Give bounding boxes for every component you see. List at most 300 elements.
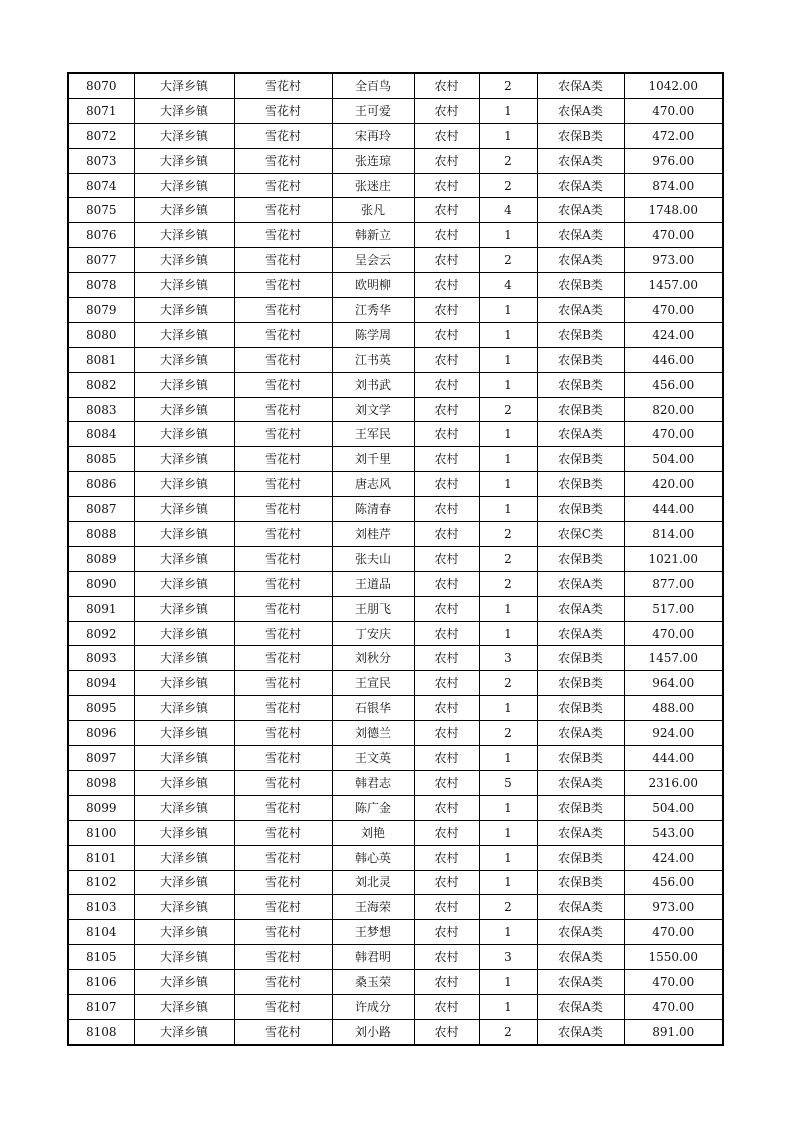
record-id-cell: 8095: [68, 696, 134, 721]
record-id-cell: 8092: [68, 621, 134, 646]
village-cell: 雪花村: [234, 123, 332, 148]
village-cell: 雪花村: [234, 298, 332, 323]
record-id-cell: 8102: [68, 870, 134, 895]
table-row: [68, 123, 723, 148]
township-cell: 大泽乡镇: [134, 721, 234, 746]
name-cell: 刘北灵: [332, 870, 414, 895]
member-count-cell: 3: [479, 646, 537, 671]
insurance-category-cell: 农保B类: [537, 746, 624, 771]
member-count-cell: 4: [479, 198, 537, 223]
table-row: [68, 397, 723, 422]
record-id-cell: 8100: [68, 820, 134, 845]
village-cell: 雪花村: [234, 621, 332, 646]
township-cell: 大泽乡镇: [134, 746, 234, 771]
household-type-cell: 农村: [414, 721, 479, 746]
household-type-cell: 农村: [414, 198, 479, 223]
household-type-cell: 农村: [414, 347, 479, 372]
name-cell: 江秀华: [332, 298, 414, 323]
township-cell: 大泽乡镇: [134, 472, 234, 497]
village-cell: 雪花村: [234, 795, 332, 820]
record-id-cell: 8086: [68, 472, 134, 497]
record-id-cell: 8070: [68, 73, 134, 98]
village-cell: 雪花村: [234, 994, 332, 1019]
record-id-cell: 8074: [68, 173, 134, 198]
table-row: [68, 845, 723, 870]
insurance-category-cell: 农保A类: [537, 1019, 624, 1044]
village-cell: 雪花村: [234, 671, 332, 696]
name-cell: 桑玉荣: [332, 970, 414, 995]
record-id-cell: 8082: [68, 372, 134, 397]
member-count-cell: 1: [479, 621, 537, 646]
record-id-cell: 8099: [68, 795, 134, 820]
household-type-cell: 农村: [414, 671, 479, 696]
insurance-category-cell: 农保C类: [537, 522, 624, 547]
insurance-category-cell: 农保B类: [537, 497, 624, 522]
amount-cell: 877.00: [624, 571, 723, 596]
name-cell: 刘德兰: [332, 721, 414, 746]
household-type-cell: 农村: [414, 646, 479, 671]
insurance-category-cell: 农保B类: [537, 646, 624, 671]
insurance-category-cell: 农保B类: [537, 273, 624, 298]
township-cell: 大泽乡镇: [134, 994, 234, 1019]
township-cell: 大泽乡镇: [134, 646, 234, 671]
record-id-cell: 8079: [68, 298, 134, 323]
village-cell: 雪花村: [234, 497, 332, 522]
table-row: [68, 571, 723, 596]
record-id-cell: 8076: [68, 223, 134, 248]
village-cell: 雪花村: [234, 746, 332, 771]
amount-cell: 1457.00: [624, 273, 723, 298]
insurance-category-cell: 农保B类: [537, 447, 624, 472]
name-cell: 呈会云: [332, 248, 414, 273]
household-type-cell: 农村: [414, 397, 479, 422]
township-cell: 大泽乡镇: [134, 596, 234, 621]
village-cell: 雪花村: [234, 372, 332, 397]
household-type-cell: 农村: [414, 621, 479, 646]
member-count-cell: 2: [479, 397, 537, 422]
member-count-cell: 1: [479, 372, 537, 397]
amount-cell: 472.00: [624, 123, 723, 148]
household-type-cell: 农村: [414, 596, 479, 621]
table-row: [68, 795, 723, 820]
member-count-cell: 1: [479, 298, 537, 323]
table-row: [68, 920, 723, 945]
village-cell: 雪花村: [234, 98, 332, 123]
insurance-category-cell: 农保A类: [537, 173, 624, 198]
name-cell: 韩君明: [332, 945, 414, 970]
record-id-cell: 8085: [68, 447, 134, 472]
village-cell: 雪花村: [234, 322, 332, 347]
township-cell: 大泽乡镇: [134, 497, 234, 522]
member-count-cell: 1: [479, 994, 537, 1019]
table-row: [68, 522, 723, 547]
table-row: [68, 472, 723, 497]
insurance-category-cell: 农保A类: [537, 422, 624, 447]
village-cell: 雪花村: [234, 198, 332, 223]
amount-cell: 446.00: [624, 347, 723, 372]
household-type-cell: 农村: [414, 322, 479, 347]
village-cell: 雪花村: [234, 770, 332, 795]
insurance-category-cell: 农保A类: [537, 98, 624, 123]
table-row: [68, 173, 723, 198]
name-cell: 刘小路: [332, 1019, 414, 1044]
insurance-category-cell: 农保A类: [537, 994, 624, 1019]
member-count-cell: 2: [479, 73, 537, 98]
name-cell: 陈清春: [332, 497, 414, 522]
township-cell: 大泽乡镇: [134, 198, 234, 223]
name-cell: 全百鸟: [332, 73, 414, 98]
household-type-cell: 农村: [414, 994, 479, 1019]
name-cell: 江书英: [332, 347, 414, 372]
amount-cell: 924.00: [624, 721, 723, 746]
member-count-cell: 1: [479, 870, 537, 895]
amount-cell: 973.00: [624, 895, 723, 920]
amount-cell: 456.00: [624, 372, 723, 397]
insurance-category-cell: 农保B类: [537, 322, 624, 347]
member-count-cell: 1: [479, 422, 537, 447]
member-count-cell: 1: [479, 472, 537, 497]
insurance-category-cell: 农保B类: [537, 372, 624, 397]
member-count-cell: 3: [479, 945, 537, 970]
record-id-cell: 8083: [68, 397, 134, 422]
name-cell: 张凡: [332, 198, 414, 223]
insurance-category-cell: 农保A类: [537, 223, 624, 248]
name-cell: 刘书武: [332, 372, 414, 397]
village-cell: 雪花村: [234, 721, 332, 746]
member-count-cell: 2: [479, 522, 537, 547]
township-cell: 大泽乡镇: [134, 820, 234, 845]
amount-cell: 424.00: [624, 845, 723, 870]
village-cell: 雪花村: [234, 347, 332, 372]
name-cell: 王朋飞: [332, 596, 414, 621]
amount-cell: 976.00: [624, 148, 723, 173]
member-count-cell: 1: [479, 123, 537, 148]
member-count-cell: 5: [479, 770, 537, 795]
household-type-cell: 农村: [414, 522, 479, 547]
household-type-cell: 农村: [414, 148, 479, 173]
member-count-cell: 1: [479, 970, 537, 995]
name-cell: 唐志风: [332, 472, 414, 497]
table-row: [68, 870, 723, 895]
village-cell: 雪花村: [234, 870, 332, 895]
village-cell: 雪花村: [234, 845, 332, 870]
household-type-cell: 农村: [414, 795, 479, 820]
township-cell: 大泽乡镇: [134, 397, 234, 422]
amount-cell: 1021.00: [624, 546, 723, 571]
table-row: [68, 770, 723, 795]
amount-cell: 517.00: [624, 596, 723, 621]
insurance-category-cell: 农保A类: [537, 770, 624, 795]
household-type-cell: 农村: [414, 372, 479, 397]
table-body: [68, 73, 723, 1045]
insurance-category-cell: 农保B类: [537, 696, 624, 721]
member-count-cell: 1: [479, 98, 537, 123]
member-count-cell: 1: [479, 920, 537, 945]
household-type-cell: 农村: [414, 472, 479, 497]
township-cell: 大泽乡镇: [134, 696, 234, 721]
record-id-cell: 8101: [68, 845, 134, 870]
household-type-cell: 农村: [414, 920, 479, 945]
name-cell: 许成分: [332, 994, 414, 1019]
township-cell: 大泽乡镇: [134, 895, 234, 920]
amount-cell: 874.00: [624, 173, 723, 198]
name-cell: 刘千里: [332, 447, 414, 472]
household-type-cell: 农村: [414, 546, 479, 571]
household-type-cell: 农村: [414, 571, 479, 596]
amount-cell: 504.00: [624, 795, 723, 820]
household-type-cell: 农村: [414, 447, 479, 472]
household-type-cell: 农村: [414, 173, 479, 198]
record-id-cell: 8080: [68, 322, 134, 347]
record-id-cell: 8094: [68, 671, 134, 696]
amount-cell: 1042.00: [624, 73, 723, 98]
amount-cell: 2316.00: [624, 770, 723, 795]
table-row: [68, 298, 723, 323]
village-cell: 雪花村: [234, 596, 332, 621]
member-count-cell: 1: [479, 845, 537, 870]
amount-cell: 820.00: [624, 397, 723, 422]
household-type-cell: 农村: [414, 223, 479, 248]
amount-cell: 470.00: [624, 223, 723, 248]
amount-cell: 1550.00: [624, 945, 723, 970]
insurance-category-cell: 农保A类: [537, 721, 624, 746]
village-cell: 雪花村: [234, 73, 332, 98]
table-row: [68, 621, 723, 646]
member-count-cell: 2: [479, 546, 537, 571]
township-cell: 大泽乡镇: [134, 223, 234, 248]
household-type-cell: 农村: [414, 1019, 479, 1044]
insurance-category-cell: 农保A类: [537, 571, 624, 596]
amount-cell: 1457.00: [624, 646, 723, 671]
township-cell: 大泽乡镇: [134, 621, 234, 646]
name-cell: 韩君志: [332, 770, 414, 795]
table-row: [68, 447, 723, 472]
amount-cell: 488.00: [624, 696, 723, 721]
name-cell: 陈广金: [332, 795, 414, 820]
household-type-cell: 农村: [414, 845, 479, 870]
amount-cell: 444.00: [624, 497, 723, 522]
member-count-cell: 2: [479, 571, 537, 596]
member-count-cell: 1: [479, 820, 537, 845]
name-cell: 王可爱: [332, 98, 414, 123]
insurance-category-cell: 农保B类: [537, 870, 624, 895]
village-cell: 雪花村: [234, 173, 332, 198]
household-type-cell: 农村: [414, 497, 479, 522]
township-cell: 大泽乡镇: [134, 571, 234, 596]
insurance-category-cell: 农保B类: [537, 546, 624, 571]
table-row: [68, 970, 723, 995]
village-cell: 雪花村: [234, 945, 332, 970]
household-type-cell: 农村: [414, 895, 479, 920]
township-cell: 大泽乡镇: [134, 372, 234, 397]
record-id-cell: 8071: [68, 98, 134, 123]
household-type-cell: 农村: [414, 820, 479, 845]
amount-cell: 470.00: [624, 994, 723, 1019]
record-id-cell: 8084: [68, 422, 134, 447]
table-row: [68, 895, 723, 920]
township-cell: 大泽乡镇: [134, 795, 234, 820]
name-cell: 刘秋分: [332, 646, 414, 671]
table-row: [68, 696, 723, 721]
amount-cell: 543.00: [624, 820, 723, 845]
insurance-category-cell: 农保A类: [537, 945, 624, 970]
table-row: [68, 945, 723, 970]
village-cell: 雪花村: [234, 970, 332, 995]
insurance-category-cell: 农保B类: [537, 671, 624, 696]
village-cell: 雪花村: [234, 148, 332, 173]
township-cell: 大泽乡镇: [134, 322, 234, 347]
table-row: [68, 596, 723, 621]
village-cell: 雪花村: [234, 646, 332, 671]
village-cell: 雪花村: [234, 273, 332, 298]
township-cell: 大泽乡镇: [134, 920, 234, 945]
amount-cell: 456.00: [624, 870, 723, 895]
member-count-cell: 1: [479, 347, 537, 372]
village-cell: 雪花村: [234, 472, 332, 497]
insurance-category-cell: 农保A类: [537, 621, 624, 646]
township-cell: 大泽乡镇: [134, 770, 234, 795]
insurance-category-cell: 农保A类: [537, 820, 624, 845]
member-count-cell: 2: [479, 721, 537, 746]
amount-cell: 891.00: [624, 1019, 723, 1044]
insurance-category-cell: 农保A类: [537, 73, 624, 98]
township-cell: 大泽乡镇: [134, 945, 234, 970]
township-cell: 大泽乡镇: [134, 73, 234, 98]
name-cell: 刘艳: [332, 820, 414, 845]
township-cell: 大泽乡镇: [134, 522, 234, 547]
record-id-cell: 8108: [68, 1019, 134, 1044]
record-id-cell: 8091: [68, 596, 134, 621]
record-id-cell: 8088: [68, 522, 134, 547]
insurance-category-cell: 农保A类: [537, 198, 624, 223]
record-id-cell: 8107: [68, 994, 134, 1019]
member-count-cell: 1: [479, 322, 537, 347]
township-cell: 大泽乡镇: [134, 671, 234, 696]
name-cell: 陈学周: [332, 322, 414, 347]
insurance-category-cell: 农保B类: [537, 795, 624, 820]
insurance-category-cell: 农保A类: [537, 596, 624, 621]
name-cell: 刘文学: [332, 397, 414, 422]
amount-cell: 470.00: [624, 422, 723, 447]
village-cell: 雪花村: [234, 1019, 332, 1044]
table-row: [68, 422, 723, 447]
household-type-cell: 农村: [414, 98, 479, 123]
name-cell: 张连琼: [332, 148, 414, 173]
insurance-category-cell: 农保B类: [537, 397, 624, 422]
insurance-category-cell: 农保A类: [537, 148, 624, 173]
record-id-cell: 8077: [68, 248, 134, 273]
record-id-cell: 8097: [68, 746, 134, 771]
table-row: [68, 546, 723, 571]
record-id-cell: 8090: [68, 571, 134, 596]
record-id-cell: 8087: [68, 497, 134, 522]
village-cell: 雪花村: [234, 546, 332, 571]
village-cell: 雪花村: [234, 422, 332, 447]
insurance-category-cell: 农保A类: [537, 920, 624, 945]
household-type-cell: 农村: [414, 746, 479, 771]
household-type-cell: 农村: [414, 248, 479, 273]
table-row: [68, 820, 723, 845]
name-cell: 王海荣: [332, 895, 414, 920]
table-row: [68, 372, 723, 397]
table-row: [68, 73, 723, 98]
member-count-cell: 1: [479, 447, 537, 472]
household-type-cell: 农村: [414, 73, 479, 98]
amount-cell: 470.00: [624, 621, 723, 646]
household-type-cell: 农村: [414, 970, 479, 995]
record-id-cell: 8103: [68, 895, 134, 920]
amount-cell: 504.00: [624, 447, 723, 472]
village-cell: 雪花村: [234, 820, 332, 845]
table-row: [68, 223, 723, 248]
amount-cell: 470.00: [624, 970, 723, 995]
table-row: [68, 148, 723, 173]
insurance-category-cell: 农保A类: [537, 298, 624, 323]
table-row: [68, 1019, 723, 1044]
record-id-cell: 8093: [68, 646, 134, 671]
name-cell: 王道品: [332, 571, 414, 596]
name-cell: 张迷庄: [332, 173, 414, 198]
amount-cell: 1748.00: [624, 198, 723, 223]
table-row: [68, 646, 723, 671]
amount-cell: 973.00: [624, 248, 723, 273]
name-cell: 石银华: [332, 696, 414, 721]
household-type-cell: 农村: [414, 945, 479, 970]
insurance-category-cell: 农保B类: [537, 347, 624, 372]
township-cell: 大泽乡镇: [134, 845, 234, 870]
village-cell: 雪花村: [234, 522, 332, 547]
name-cell: 刘桂芹: [332, 522, 414, 547]
township-cell: 大泽乡镇: [134, 447, 234, 472]
amount-cell: 444.00: [624, 746, 723, 771]
member-count-cell: 1: [479, 795, 537, 820]
township-cell: 大泽乡镇: [134, 422, 234, 447]
township-cell: 大泽乡镇: [134, 148, 234, 173]
record-id-cell: 8078: [68, 273, 134, 298]
village-cell: 雪花村: [234, 397, 332, 422]
record-id-cell: 8096: [68, 721, 134, 746]
name-cell: 韩新立: [332, 223, 414, 248]
name-cell: 张夫山: [332, 546, 414, 571]
township-cell: 大泽乡镇: [134, 273, 234, 298]
table-row: [68, 746, 723, 771]
name-cell: 王文英: [332, 746, 414, 771]
village-cell: 雪花村: [234, 895, 332, 920]
record-id-cell: 8106: [68, 970, 134, 995]
amount-cell: 420.00: [624, 472, 723, 497]
table-row: [68, 497, 723, 522]
table-row: [68, 273, 723, 298]
member-count-cell: 1: [479, 696, 537, 721]
insurance-category-cell: 农保B类: [537, 845, 624, 870]
household-type-cell: 农村: [414, 870, 479, 895]
insurance-category-cell: 农保B类: [537, 472, 624, 497]
record-id-cell: 8089: [68, 546, 134, 571]
household-type-cell: 农村: [414, 770, 479, 795]
township-cell: 大泽乡镇: [134, 98, 234, 123]
member-count-cell: 2: [479, 248, 537, 273]
name-cell: 王梦想: [332, 920, 414, 945]
household-type-cell: 农村: [414, 123, 479, 148]
name-cell: 欧明柳: [332, 273, 414, 298]
household-type-cell: 农村: [414, 422, 479, 447]
member-count-cell: 1: [479, 223, 537, 248]
table-row: [68, 994, 723, 1019]
record-id-cell: 8075: [68, 198, 134, 223]
member-count-cell: 2: [479, 895, 537, 920]
township-cell: 大泽乡镇: [134, 298, 234, 323]
township-cell: 大泽乡镇: [134, 546, 234, 571]
